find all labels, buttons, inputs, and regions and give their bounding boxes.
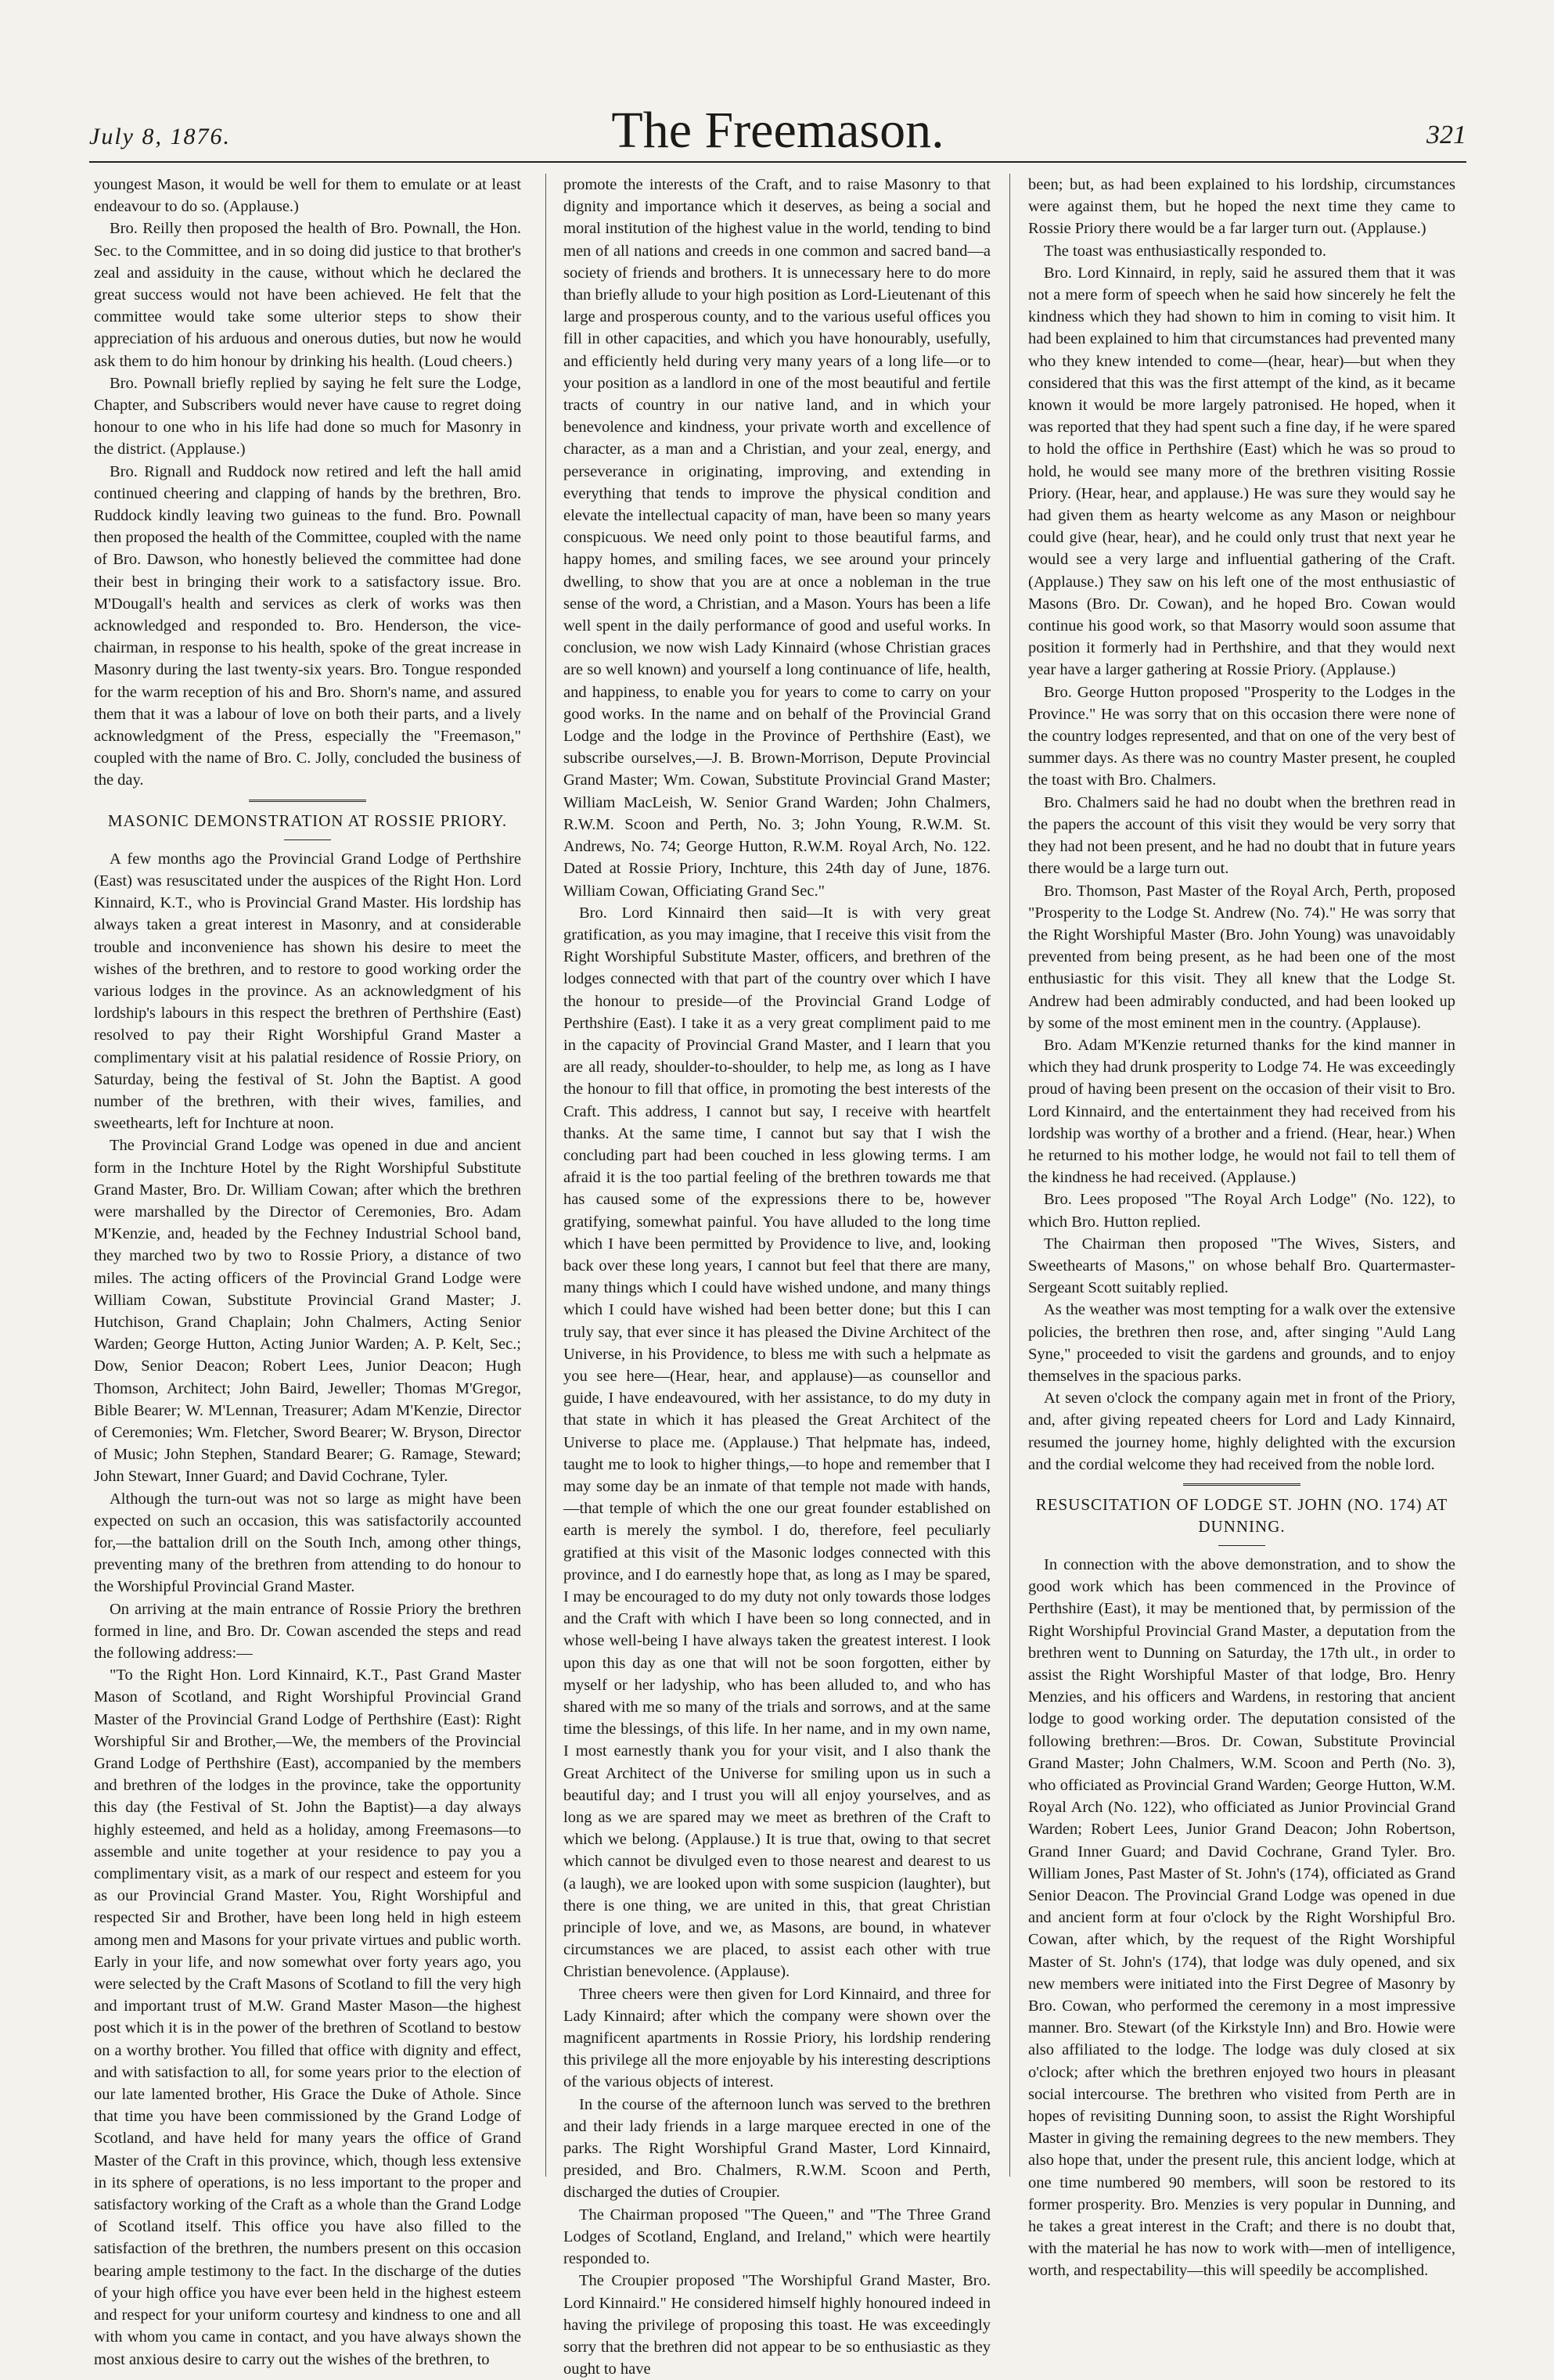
article-paragraph: The Chairman then proposed "The Wives, Sisters, and Sweethearts of Masons," on whose behalf Bro. Quartermaster-Sergeant Scott suitably replied. [1028, 1235, 1455, 1297]
publication-title: The Freemason. [611, 102, 944, 159]
article-paragraph: In connection with the above demonstration, and to show the good work which has been commenced in the Province of Perthshire (East), it may be mentioned that, by permission of the Right Worshipful Provincial Grand Master, a deputation from the brethren went to Dunning on Saturday, the 17th ult., in order to assist the Right Worshipful Master of that lodge, Bro. Henry Menzies, and his officers and Wardens, in restoring that ancient lodge to good working order. The deputation consisted of the following brethren:—Bros. Dr. Cowan, Substitute Provincial Grand Master; John Chalmers, W.M. Scoon and Perth (No. 3), who officiated as Provincial Grand Warden; George Hutton, W.M. Royal Arch (No. 122), who officiated as Junior Provincial Grand Warden; Robert Lees, Junior Grand Deacon; John Robertson, Grand Inner Guard; and David Cochrane, Grand Tyler. Bro. William Jones, Past Master of St. John's (174), officiated as Grand Senior Deacon. The Provincial Grand Lodge was opened in due and ancient form at four o'clock by the Right Worshipful Bro. Cowan, after which, by the request of the Right Worshipful Master of St. John's (174), that lodge was duly opened, and six new members were initiated into the First Degree of Masonry by Bro. Cowan, who performed the ceremony in a most impressive manner. Bro. Stewart (of the Kirkstyle Inn) and Bro. Howie were also affiliated to the lodge. The lodge was duly closed at six o'clock; after which the brethren enjoyed two hours in pleasant social intercourse. The brethren who visited from Perth are in hopes of revisiting Dunning soon, to assist the Right Worshipful Master in giving the remaining degrees to the new members. They also hope that, under the present rule, this ancient lodge, which at one time numbered 90 members, will soon be restored to its former prosperity. Bro. Menzies is very popular in Dunning, and he takes a great interest in the Craft; and there is no doubt that, with the material he has now to work with—men of intelligence, worth, and respectability—this will speedily be accomplished. [1028, 1555, 1455, 2280]
article-paragraph: Bro. Rignall and Ruddock now retired and left the hall amid continued cheering and clapping of hands by the brethren, Bro. Ruddock kindly leaving two guineas to the fund. Bro. Pownall then proposed the health of the Committee, coupled with the name of Bro. Dawson, who honestly believed the committee had done their best in bringing their work to a satisfactory issue. Bro. M'Dougall's health and services as clerk of works was then acknowledged and responded to. Bro. Henderson, the vice-chairman, in response to his health, spoke of the great increase in Masonry during the last twenty-six years. Bro. Tongue responded for the warm reception of his and Bro. Shorn's name, and assured them that it was a labour of love on both their parts, and a lively acknowledgment of the Press, especially the "Freemason," coupled with the name of Bro. C. Jolly, concluded the business of the day. [94, 462, 521, 789]
article-paragraph: The toast was enthusiastically responded to. [1044, 242, 1326, 260]
column-1 [94, 174, 521, 2368]
article-paragraph: Bro. Lees proposed "The Royal Arch Lodge" (No. 122), to which Bro. Hutton replied. [1028, 1191, 1455, 1231]
issue-date: July 8, 1876. [89, 124, 231, 149]
column-divider [545, 174, 546, 2177]
article-paragraph: As the weather was most tempting for a walk over the extensive policies, the brethren then rose, and, after singing "Auld Lang Syne," proceeded to visit the gardens and grounds, and to enjoy themselves in the spacious parks. [1028, 1301, 1455, 1385]
column-2 [563, 174, 991, 2378]
masthead [89, 94, 1466, 159]
masthead-rule [89, 161, 1466, 163]
article-paragraph: been; but, as had been explained to his lordship, circumstances were against them, but he hoped the next time they came to Rossie Priory there would be a far larger turn out. (Applause.) [1028, 176, 1455, 238]
heading-rule [1218, 1545, 1265, 1546]
article-paragraph: Bro. Thomson, Past Master of the Royal Arch, Perth, proposed "Prosperity to the Lodge St. Andrew (No. 74)." He was sorry that the Right Worshipful Master (Bro. John Young) was unavoidably prevented from being present, as he had been one of the most enthusiastic for this visit. They all knew that the Lodge St. Andrew had been admirably conducted, and had been looked up by some of the most eminent men in the country. (Applause). [1028, 882, 1455, 1032]
article-paragraph: Bro. George Hutton proposed "Prosperity to the Lodges in the Province." He was sorry that on this occasion there were none of the country lodges represented, and that on one of the very best of summer days. As there was no country Master present, he coupled the toast with Bro. Chalmers. [1028, 683, 1455, 789]
article-paragraph: promote the interests of the Craft, and to raise Masonry to that dignity and importance which it deserves, as being a social and moral institution of the highest value in the world, tending to bind men of all nations and creeds in one common and sacred band—a society of friends and brothers. It is unnecessary here to do more than briefly allude to your high position as Lord-Lieutenant of this large and prosperous county, and to the various useful offices you fill in other capacities, and which you have honourably, usefully, and efficiently held during very many years of a long life—or to your position as a landlord in one of the most beautiful and fertile tracts of country in our native land, and in which your benevolence and kindness, your private worth and excellence of character, as a man and a Christian, and your zeal, energy, and perseverance in originating, improving, and extending in everything that tends to improve the physical condition and elevate the intellectual capacity of man, have been so many years conspicuous. We need only point to those beautiful farms, and happy homes, and smiling faces, we see around your princely dwelling, to show that you are at once a nobleman in the true sense of the word, a Christian, and a Mason. Yours has been a life well spent in the daily performance of good and useful works. In conclusion, we now wish Lady Kinnaird (whose Christian graces are so well known) and yourself a long continuance of life, health, and happiness, to enable you for years to come to carry on your good works. In the name and on behalf of the Provincial Grand Lodge and the lodge in the Province of Perthshire (East), we subscribe ourselves,—J. B. Brown-Morrison, Depute Provincial Grand Master; Wm. Cowan, Substitute Provincial Grand Master; William MacLeish, W. Senior Grand Warden; John Chalmers, R.W.M. Scoon and Perth, No. 3; John Young, R.W.M. St. Andrews, No. 74; George Hutton, R.W.M. Royal Arch, No. 122. Dated at Rossie Priory, Inchture, this 24th day of June, 1876. William Cowan, Officiating Grand Sec." [563, 176, 991, 900]
article-paragraph: The Provincial Grand Lodge was opened in due and ancient form in the Inchture Hotel by the Right Worshipful Substitute Grand Master, Bro. Dr. William Cowan; after which the brethren were marshalled by the Director of Ceremonies, Bro. Adam M'Kenzie, and, headed by the Fechney Industrial School band, they marched two by two to Rossie Priory, a distance of two miles. The acting officers of the Provincial Grand Lodge were William Cowan, Substitute Provincial Grand Master; J. Hutchison, Grand Chaplain; John Chalmers, Acting Senior Warden; George Hutton, Acting Junior Warden; A. P. Kelt, Sec.; Dow, Senior Deacon; Robert Lees, Junior Deacon; Hugh Thomson, Architect; John Baird, Jeweller; Thomas M'Gregor, Bible Bearer; W. M'Lennan, Treasurer; Adam M'Kenzie, Director of Ceremonies; Wm. Fletcher, Sword Bearer; W. Bryson, Director of Music; John Stephen, Standard Bearer; G. Ramage, Steward; John Stewart, Inner Guard; and David Cochrane, Tyler. [94, 1137, 521, 1486]
article-paragraph: The Croupier proposed "The Worshipful Grand Master, Bro. Lord Kinnaird." He considered himself highly honoured indeed in having the privilege of proposing this toast. He was exceedingly sorry that the brethren did not appear to be so enthusiastic as they ought to have [563, 2272, 991, 2378]
article-heading: MASONIC DEMONSTRATION AT ROSSIE PRIORY. [107, 811, 508, 830]
article-heading: RESUSCITATION OF LODGE ST. JOHN (NO. 174) AT DUNNING. [1035, 1494, 1448, 1536]
article-paragraph: At seven o'clock the company again met in front of the Priory, and, after giving repeated cheers for Lord and Lady Kinnaird, resumed the journey home, highly delighted with the excursion and the cordial welcome they had received from the noble lord. [1028, 1390, 1455, 1473]
article-paragraph: A few months ago the Provincial Grand Lodge of Perthshire (East) was resuscitated under the auspices of the Right Hon. Lord Kinnaird, K.T., who is Provincial Grand Master. His lordship has always taken a great interest in Masonry, and at considerable trouble and inconvenience has shown his desire to meet the wishes of the brethren, and to restore to good working order the various lodges in the province. As an acknowledgment of his lordship's labours in this respect the brethren of Perthshire (East) resolved to pay their Right Worshipful Grand Master a complimentary visit at his palatial residence of Rossie Priory, on Saturday, being the festival of St. John the Baptist. A good number of the brethren, with their wives, families, and sweethearts, left for Inchture at noon. [94, 850, 521, 1133]
article-paragraph: Bro. Lord Kinnaird, in reply, said he assured them that it was not a mere form of speech when he said how sincerely he felt the kindness which they had shown to him in coming to visit him. It had been explained to him that circumstances had prevented many who they knew intended to come—(hear, hear)—but when they considered that this was the first attempt of the kind, as it became known it would be more largely patronised. He hoped, when it was reported that they had spent such a fine day, if he were spared to hold the office in Perthshire (East) which he was so proud to hold, he would see many more of the brethren visiting Rossie Priory. (Hear, hear, and applause.) He was sure they would say he had given them as hearty welcome as any Mason or neighbour could give (hear, hear), and he could only trust that next year he would see a very large and influential gathering of the Craft. (Applause.) They saw on his left one of the most enthusiastic of Masons (Bro. Dr. Cowan), and he hoped Bro. Cowan would continue his good work, so that Masorry would soon assume that position it formerly had in Perthshire, and that they would next year have a larger gathering at Rossie Priory. (Applause.) [1028, 264, 1455, 679]
section-divider [249, 800, 366, 802]
article-paragraph: "To the Right Hon. Lord Kinnaird, K.T., Past Grand Master Mason of Scotland, and Right Worshipful Provincial Grand Master of the Provincial Grand Lodge of Perthshire (East): Right Worshipful Sir and Brother,—We, the members of the Provincial Grand Lodge of Perthshire (East), accompanied by the members and brethren of the lodges in the province, take the opportunity this day (the Festival of St. John the Baptist)—a day always highly esteemed, and held as a holiday, among Freemasons—to assemble and unite together at your residence to pay you a complimentary visit, as a mark of our respect and esteem for you as our Provincial Grand Master. You, Right Worshipful and respected Sir and Brother, have been long held in high esteem among men and Masons for your private virtues and public worth. Early in your life, and now somewhat over forty years ago, you were selected by the Craft Masons of Scotland to fill the very high and important trust of M.W. Grand Master Mason—the highest post which it is in the power of the brethren of Scotland to bestow on a worthy brother. You filled that office with dignity and effect, and with satisfaction to all, for some years prior to the election of our late lamented brother, His Grace the Duke of Athole. Since that time you have been commissioned by the Grand Lodge of Scotland, and have held for many years the office of Grand Master of the Craft in this province, which, though less extensive in its sphere of operations, is no less important to the proper and satisfactory working of the Craft as a whole than the Grand Lodge of Scotland itself. This office you have also filled to the satisfaction of the brethren, the numbers present on this occasion bearing ample testimony to the fact. In the discharge of the duties of your high office you have ever been held in the highest esteem and respect for your uniform courtesy and kindness to one and all with whom you came in contact, and you have always shown the most anxious desire to carry out the wishes of the brethren, to [94, 1666, 521, 2368]
column-3 [1028, 174, 1455, 2280]
column-divider [1009, 174, 1010, 2177]
article-paragraph: Bro. Adam M'Kenzie returned thanks for the kind manner in which they had drunk prosperity to Lodge 74. He was exceedingly proud of having been present on the occasion of their visit to Bro. Lord Kinnaird, and the entertainment they had received from his lordship was worthy of a brother and a friend. (Hear, hear.) When he returned to his mother lodge, he would not fail to tell them of the kindness he had received. (Applause.) [1028, 1036, 1455, 1187]
article-paragraph: Three cheers were then given for Lord Kinnaird, and three for Lady Kinnaird; after which the company were shown over the magnificent apartments in Rossie Priory, his lordship rendering this privilege all the more enjoyable by his interesting descriptions of the various objects of interest. [563, 1985, 991, 2091]
heading-rule [284, 839, 331, 840]
section-divider [1183, 1483, 1300, 1486]
article-paragraph: youngest Mason, it would be well for them to emulate or at least endeavour to do so. (Applause.) [94, 176, 521, 216]
article-paragraph: Bro. Reilly then proposed the health of Bro. Pownall, the Hon. Sec. to the Committee, and in so doing did justice to that brother's zeal and assiduity in the cause, without which he declared the great success would not have been achieved. He felt that the committee would take some ulterior steps to show their appreciation of his arduous and onerous duties, but now he would ask them to do him honour by drinking his health. (Loud cheers.) [94, 220, 521, 370]
article-paragraph: On arriving at the main entrance of Rossie Priory the brethren formed in line, and Bro. Dr. Cowan ascended the steps and read the following address:— [94, 1600, 521, 1662]
article-paragraph: In the course of the afternoon lunch was served to the brethren and their lady friends in a large marquee erected in one of the parks. The Right Worshipful Grand Master, Lord Kinnaird, presided, and Bro. Chalmers, R.W.M. Scoon and Perth, discharged the duties of Croupier. [563, 2095, 991, 2202]
article-paragraph: Bro. Chalmers said he had no doubt when the brethren read in the papers the account of this visit they would be very sorry that they had not been present, and he had no doubt that in future years there would be a large turn out. [1028, 793, 1455, 878]
article-paragraph: The Chairman proposed "The Queen," and "The Three Grand Lodges of Scotland, England, and Ireland," which were heartily responded to. [563, 2206, 991, 2268]
article-paragraph: Although the turn-out was not so large as might have been expected on such an occasion, this was satisfactorily accounted for,—the battalion drill on the South Inch, among other things, preventing many of the brethren from attending to do honour to the Worshipful Provincial Grand Master. [94, 1490, 521, 1596]
page-number: 321 [1426, 120, 1466, 149]
article-paragraph: Bro. Pownall briefly replied by saying he felt sure the Lodge, Chapter, and Subscribers would never have cause to regret doing honour to one who in his life had done so much for Masonry in the district. (Applause.) [94, 374, 521, 458]
article-paragraph: Bro. Lord Kinnaird then said—It is with very great gratification, as you may imagine, that I receive this visit from the Right Worshipful Substitute Master, officers, and brethren of the lodges connected with that part of the country over which I have the honour to preside—of the Provincial Grand Lodge of Perthshire (East). I take it as a very great compliment paid to me in the capacity of Provincial Grand Master, and I learn that you are all ready, shoulder-to-shoulder, to help me, as long as I have the honour to fill that office, in promoting the best interests of the Craft. This address, I cannot but say, I receive with heartfelt thanks. At the same time, I cannot but say that I wish the concluding part had been couched in less glowing terms. I am afraid it is the too partial feeling of the brethren towards me that has caused some of the expressions there to be, however gratifying, somewhat painful. You have alluded to the long time which I have been permitted by Providence to live, and, looking back over these long years, I cannot but feel that there are many, many things which I could have wished undone, and many things which I could have wished had been better done; but this I can truly say, that ever since it has pleased the Divine Architect of the Universe, in his Providence, to bless me with such a helpmate as you see here—(Hear, hear, and applause)—as counsellor and guide, I have endeavoured, with her assistance, to do my duty in that state in which it has pleased the Great Architect of the Universe to place me. (Applause.) That helpmate has, indeed, taught me to look to higher things,—to hope and remember that I may some day be an inmate of that temple not made with hands,—that temple of which the one our great founder established on earth is merely the symbol. I do, therefore, feel peculiarly gratified at this visit of the Masonic lodges connected with this province, and I do earnestly hope that, as long as I may be spared, I may be encouraged to do my duty not only towards those lodges and the Craft with which I have been so long connected, and in whose well-being I have always taken the greatest interest. I look upon this day as one that will not be soon forgotten, either by myself or her ladyship, who has been alluded to, and who has shared with me so many of the trials and sorrows, and at the same time the blessings, of this life. In her name, and in my own name, I most earnestly thank you for your visit, and I also thank the Great Architect of the Universe for smiling upon us in such a beautiful day; and I trust you will all enjoy yourselves, and as long as we are spared may we meet as brethren of the Craft to which we belong. (Applause.) It is true that, owing to that secret which cannot be divulged even to those nearest and dearest to us (a laugh), we are looked upon with some suspicion (laughter), but there is one thing, we are united in this, that great Christian principle of love, and we, as Masons, are bound, in whatever circumstances we are placed, to assist each other with true Christian benevolence. (Applause). [563, 904, 991, 1981]
